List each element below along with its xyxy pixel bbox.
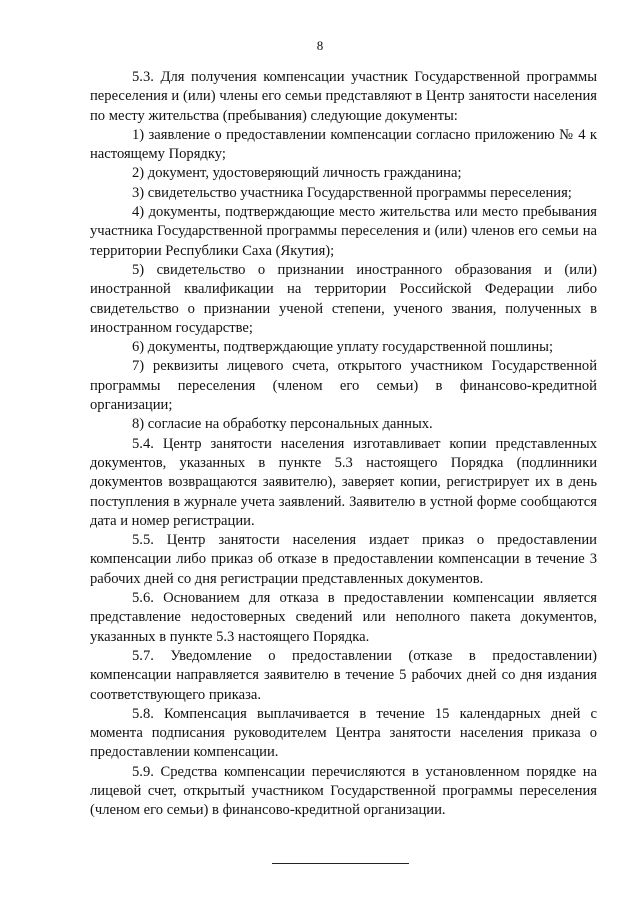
end-divider-line — [272, 863, 409, 864]
page-number: 8 — [316, 38, 324, 53]
paragraph-5-8: 5.8. Компенсация выплачивается в течение 15 календарных дней с момента подписания руководителем Центра занятости населения приказа о предоставлении компенсации. — [90, 705, 597, 761]
list-item-3: 3) свидетельство участника Государственной программы переселения; — [132, 184, 572, 201]
list-item-5: 5) свидетельство о признании иностранного образования и (или) иностранной квалификации на территории Российской Федерации либо свидетельство о признании ученой степени, ученого звания, полученных в иностранном государстве; — [90, 261, 597, 336]
list-item-4: 4) документы, подтверждающие место жительства или место пребывания участника Государственной программы переселения и (или) членов его семьи на территории Республики Саха (Якутия); — [90, 204, 597, 259]
list-item-8: 8) согласие на обработку персональных данных. — [132, 416, 433, 433]
list-item-6: 6) документы, подтверждающие уплату государственной пошлины; — [132, 339, 554, 356]
list-item-1: 1) заявление о предоставлении компенсации согласно приложению № 4 к настоящему Порядку; — [90, 126, 597, 163]
paragraph-5-5: 5.5. Центр занятости населения издает приказ о предоставлении компенсации либо приказ об отказе в предоставлении компенсации в течение 3 рабочих дней со дня регистрации представленных документов. — [90, 532, 597, 587]
list-item-7: 7) реквизиты лицевого счета, открытого участником Государственной программы переселения (членом его семьи) в финансово-кредитной организации; — [90, 358, 597, 414]
paragraph-5-4: 5.4. Центр занятости населения изготавливает копии представленных документов, указанных в пункте 5.3 настоящего Порядка (подлинники документов возвращаются заявителю), заверяет копии, регистрирует их в день поступления в журнале учета заявлений. Заявителю в устной форме сообщаются дата и номер регистрации. — [90, 435, 597, 529]
paragraph-5-9: 5.9. Средства компенсации перечисляются в установленном порядке на лицевой счет, открытый участником Государственной программы переселения (членом его семьи) в финансово-кредитной организации. — [90, 763, 597, 819]
document-body — [90, 68, 597, 821]
paragraph-5-7: 5.7. Уведомление о предоставлении (отказе в предоставлении) компенсации направляется заявителю в течение 5 рабочих дней со дня издания соответствующего приказа. — [90, 647, 597, 703]
list-item-2: 2) документ, удостоверяющий личность гражданина; — [132, 165, 462, 182]
paragraph-5-6: 5.6. Основанием для отказа в предоставлении компенсации является представление недостоверных сведений или неполного пакета документов, указанных в пункте 5.3 настоящего Порядка. — [90, 590, 597, 645]
paragraph-5-3: 5.3. Для получения компенсации участник Государственной программы переселения и (или) члены его семьи представляют в Центр занятости населения по месту жительства (пребывания) следующие документы: — [90, 69, 597, 124]
